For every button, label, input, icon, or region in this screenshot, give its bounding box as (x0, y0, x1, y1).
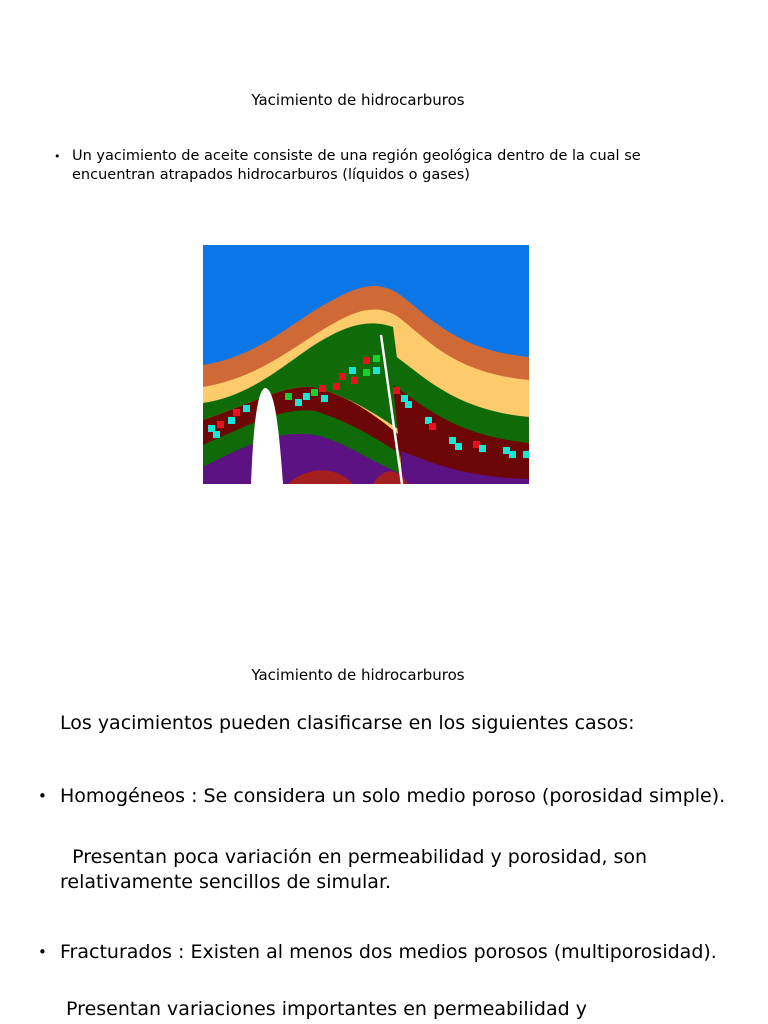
oil-marker (217, 421, 224, 428)
slide-title: Yacimiento de hidrocarburos (251, 666, 465, 684)
gas-marker (363, 369, 370, 376)
gas-marker (425, 417, 432, 424)
bullet-detail: Presentan poca variación en permeabilidad y porosidad, son relativamente sencillos de simular. (60, 846, 654, 893)
gas-marker (373, 355, 380, 362)
gas-marker (303, 393, 310, 400)
bullet-dot-icon: • (54, 150, 61, 163)
gas-marker (311, 389, 318, 396)
gas-marker (208, 425, 215, 432)
bullet-dot-icon: • (38, 787, 47, 805)
slide-2 (0, 650, 768, 1024)
gas-marker (523, 451, 529, 458)
bullet-text: Un yacimiento de aceite consiste de una región geológica dentro de la cual se encuentran atrapados hidrocarburos (líquidos o gases) (72, 148, 641, 183)
oil-marker (363, 357, 370, 364)
gas-marker (373, 367, 380, 374)
oil-marker (473, 441, 480, 448)
gas-marker (449, 437, 456, 444)
gas-marker (213, 431, 220, 438)
bullet-text: Homogéneos : Se considera un solo medio poroso (porosidad simple). (60, 785, 726, 807)
reservoir-cross-section-figure (203, 245, 529, 484)
oil-marker (333, 383, 340, 390)
bullet-detail: Presentan variaciones importantes en permeabilidad y (60, 998, 587, 1020)
gas-marker (405, 401, 412, 408)
bullet-text: Fracturados : Existen al menos dos medios porosos (multiporosidad). (60, 941, 717, 963)
intro-text: Los yacimientos pueden clasificarse en los siguientes casos: (60, 712, 635, 734)
reservoir-cross-section-illustration (203, 245, 529, 484)
oil-marker (319, 385, 326, 392)
bullet-item (38, 940, 738, 964)
gas-marker (295, 399, 302, 406)
gas-marker (401, 395, 408, 402)
slide-title: Yacimiento de hidrocarburos (251, 91, 465, 109)
oil-marker (429, 423, 436, 430)
bullet-item (54, 147, 714, 185)
oil-marker (393, 387, 400, 394)
gas-marker (503, 447, 510, 454)
gas-marker (243, 405, 250, 412)
gas-marker (509, 451, 516, 458)
gas-marker (479, 445, 486, 452)
gas-marker (321, 395, 328, 402)
oil-marker (233, 409, 240, 416)
oil-marker (339, 373, 346, 380)
gas-marker (455, 443, 462, 450)
oil-marker (351, 377, 358, 384)
gas-marker (349, 367, 356, 374)
bullet-item (38, 784, 738, 808)
bullet-dot-icon: • (38, 943, 47, 961)
gas-marker (228, 417, 235, 424)
gas-marker (285, 393, 292, 400)
